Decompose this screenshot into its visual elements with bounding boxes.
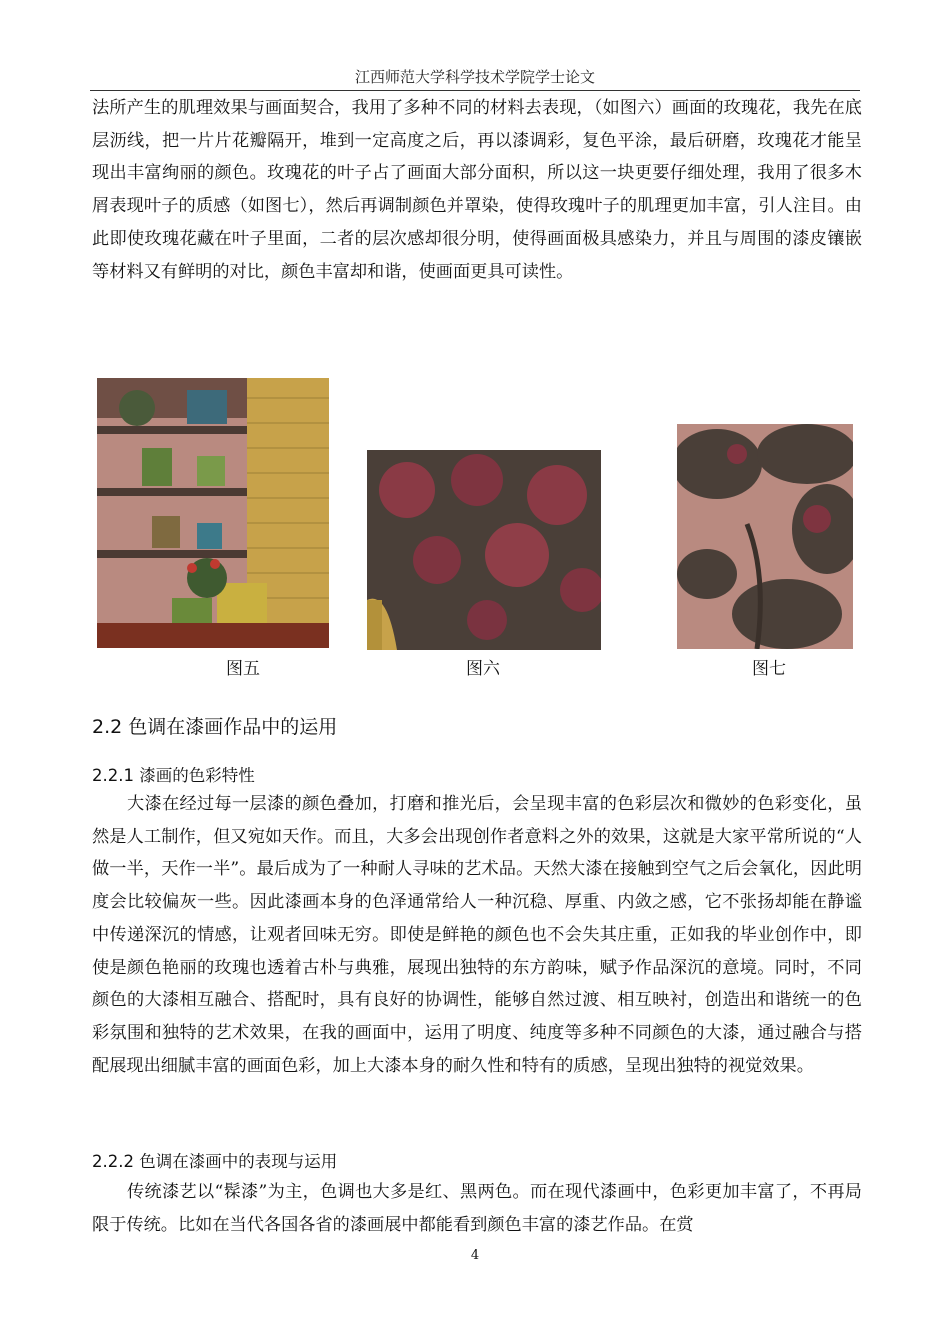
header-rule bbox=[90, 90, 860, 91]
figure-7-caption: 图七 bbox=[752, 659, 786, 679]
figure-5-image bbox=[97, 378, 329, 648]
figure-7-image bbox=[677, 424, 853, 649]
subsection-heading-2-2-1: 2.2.1 漆画的色彩特性 bbox=[92, 766, 255, 785]
figure-6-caption: 图六 bbox=[466, 659, 500, 679]
paragraph-1: 法所产生的肌理效果与画面契合，我用了多种不同的材料去表现，（如图六）画面的玫瑰花，我先在底层沥线，把一片片花瓣隔开，堆到一定高度之后，再以漆调彩，复色平涂，最后研磨，玫瑰花才能呈现出丰富绚丽的颜色。玫瑰花的叶子占了画面大部分面积，所以这一块更要仔细处理，我用了很多木屑表现叶子的质感（如图七），然后再调制颜色并罩染，使得玫瑰叶子的肌理更加丰富，引人注目。由此即使玫瑰花藏在叶子里面，二者的层次感却很分明，使得画面极具感染力，并且与周围的漆皮镶嵌等材料又有鲜明的对比，颜色丰富却和谐，使画面更具可读性。 bbox=[92, 98, 862, 282]
page-header: 江西师范大学科学技术学院学士论文 bbox=[354, 68, 595, 86]
figure-5-caption: 图五 bbox=[226, 659, 260, 679]
figure-6-image bbox=[367, 450, 601, 650]
section-heading-2-2: 2.2 色调在漆画作品中的运用 bbox=[92, 716, 338, 738]
paragraph-2: 大漆在经过每一层漆的颜色叠加，打磨和推光后，会呈现丰富的色彩层次和微妙的色彩变化，虽然是人工制作，但又宛如天作。而且，大多会出现创作者意料之外的效果，这就是大家平常所说的“人做一半，天作一半”。最后成为了一种耐人寻味的艺术品。天然大漆在接触到空气之后会氧化，因此明度会比较偏灰一些。因此漆画本身的色泽通常给人一种沉稳、厚重、内敛之感，它不张扬却能在静谧中传递深沉的情感，让观者回味无穷。即使是鲜艳的颜色也不会失其庄重，正如我的毕业创作中，即使是颜色艳丽的玫瑰也透着古朴与典雅，展现出独特的东方韵味，赋予作品深沉的意境。同时，不同颜色的大漆相互融合、搭配时，具有良好的协调性，能够自然过渡、相互映衬，创造出和谐统一的色彩氛围和独特的艺术效果，在我的画面中，运用了明度、纯度等多种不同颜色的大漆，通过融合与搭配展现出细腻丰富的画面色彩，加上大漆本身的耐久性和特有的质感，呈现出独特的视觉效果。 bbox=[92, 794, 862, 1076]
paragraph-3: 传统漆艺以“髹漆”为主，色调也大多是红、黑两色。而在现代漆画中，色彩更加丰富了，不再局限于传统。比如在当代各国各省的漆画展中都能看到颜色丰富的漆艺作品。在赏 bbox=[92, 1182, 862, 1235]
page-number: 4 bbox=[470, 1248, 480, 1263]
subsection-heading-2-2-2: 2.2.2 色调在漆画中的表现与运用 bbox=[92, 1152, 338, 1171]
